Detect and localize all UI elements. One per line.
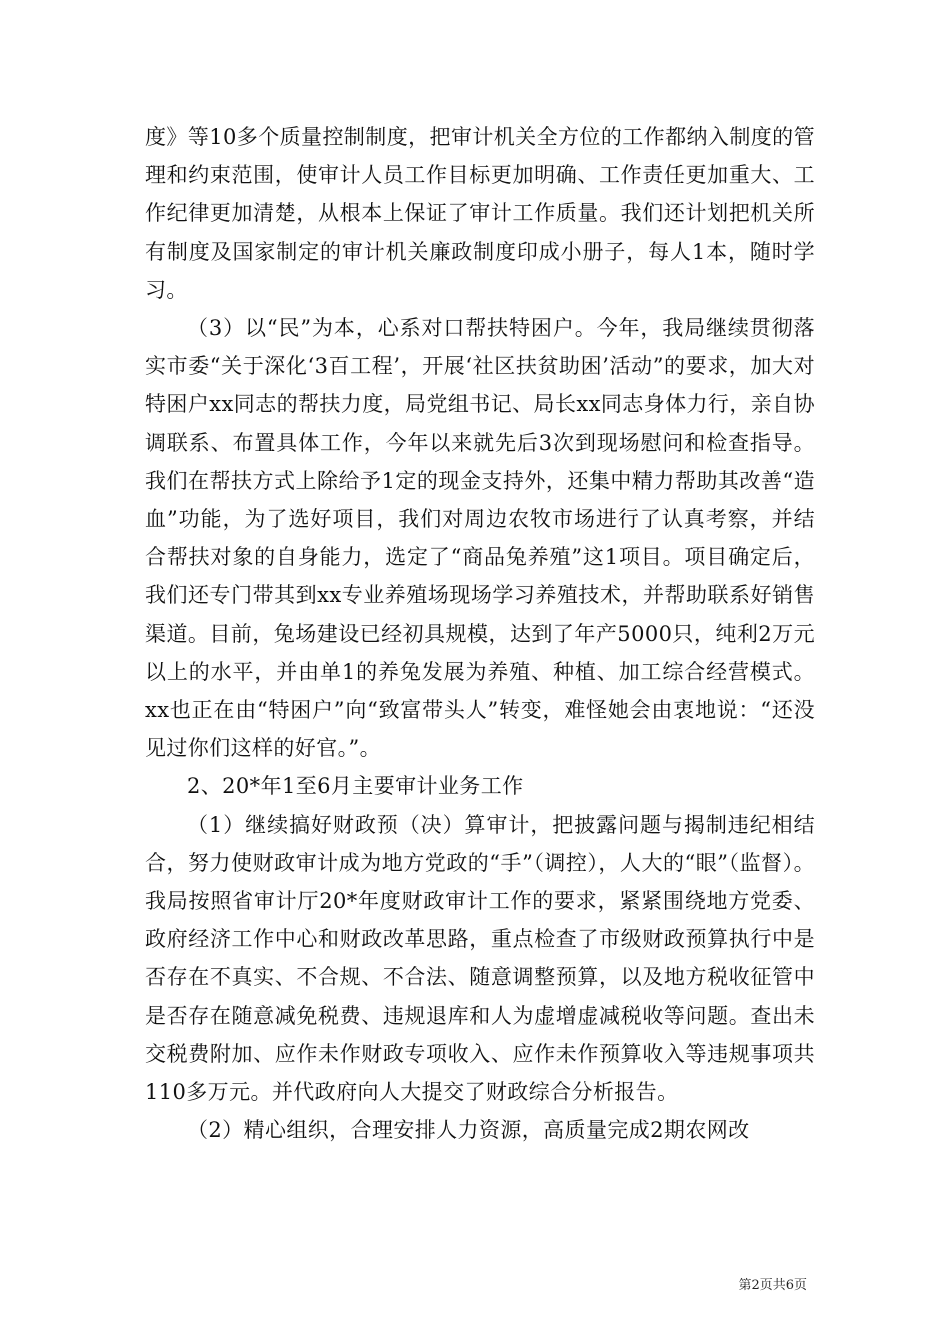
body-text: [145, 118, 815, 1149]
paragraph-poverty-assistance: （3）以“民”为本，心系对口帮扶特困户。今年，我局继续贯彻落实市委“关于深化‘3百工程’，开展‘社区扶贫助困’活动”的要求，加大对特困户xx同志的帮扶力度，局党组书记、局长xx同志身体力行，亲自协调联系、布置具体工作，今年以来就先后3次到现场慰问和检查指导。我们在帮扶方式上除给予1定的现金支持外，还集中精力帮助其改善“造血”功能，为了选好项目，我们对周边农牧市场进行了认真考察，并结合帮扶对象的自身能力，选定了“商品兔养殖”这1项目。项目确定后，我们还专门带其到xx专业养殖场现场学习养殖技术，并帮助联系好销售渠道。目前，兔场建设已经初具规模，达到了年产5000只，纯利2万元以上的水平，并由单1的养兔发展为养殖、种植、加工综合经营模式。xx也正在由“特困户”向“致富带头人”转变，难怪她会由衷地说：“还没见过你们这样的好官。”。: [145, 316, 815, 761]
paragraph-regulations: 度》等10多个质量控制制度，把审计机关全方位的工作都纳入制度的管理和约束范围，使审计人员工作目标更加明确、工作责任更加重大、工作纪律更加清楚，从根本上保证了审计工作质量。我们还计划把机关所有制度及国家制定的审计机关廉政制度印成小册子，每人1本，随时学习。: [145, 125, 815, 302]
section-heading-audit-work: 2、20*年1至6月主要审计业务工作: [187, 774, 524, 799]
paragraph-rural-grid: （2）精心组织，合理安排人力资源，高质量完成2期农网改: [187, 1118, 750, 1143]
page-number-footer: 第2页共6页: [738, 1278, 807, 1293]
paragraph-fiscal-audit: （1）继续搞好财政预（决）算审计，把披露问题与揭制违纪相结合，努力使财政审计成为地方党政的“手”（调控），人大的“眼”（监督）。我局按照省审计厅20*年度财政审计工作的要求，紧紧围绕地方党委、政府经济工作中心和财政改革思路，重点检查了市级财政预算执行中是否存在不真实、不合规、不合法、随意调整预算，以及地方税收征管中是否存在随意减免税费、违规退库和人为虚增虚减税收等问题。查出未交税费附加、应作未作财政专项收入、应作未作预算收入等违规事项共110多万元。并代政府向人大提交了财政综合分析报告。: [145, 812, 815, 1105]
